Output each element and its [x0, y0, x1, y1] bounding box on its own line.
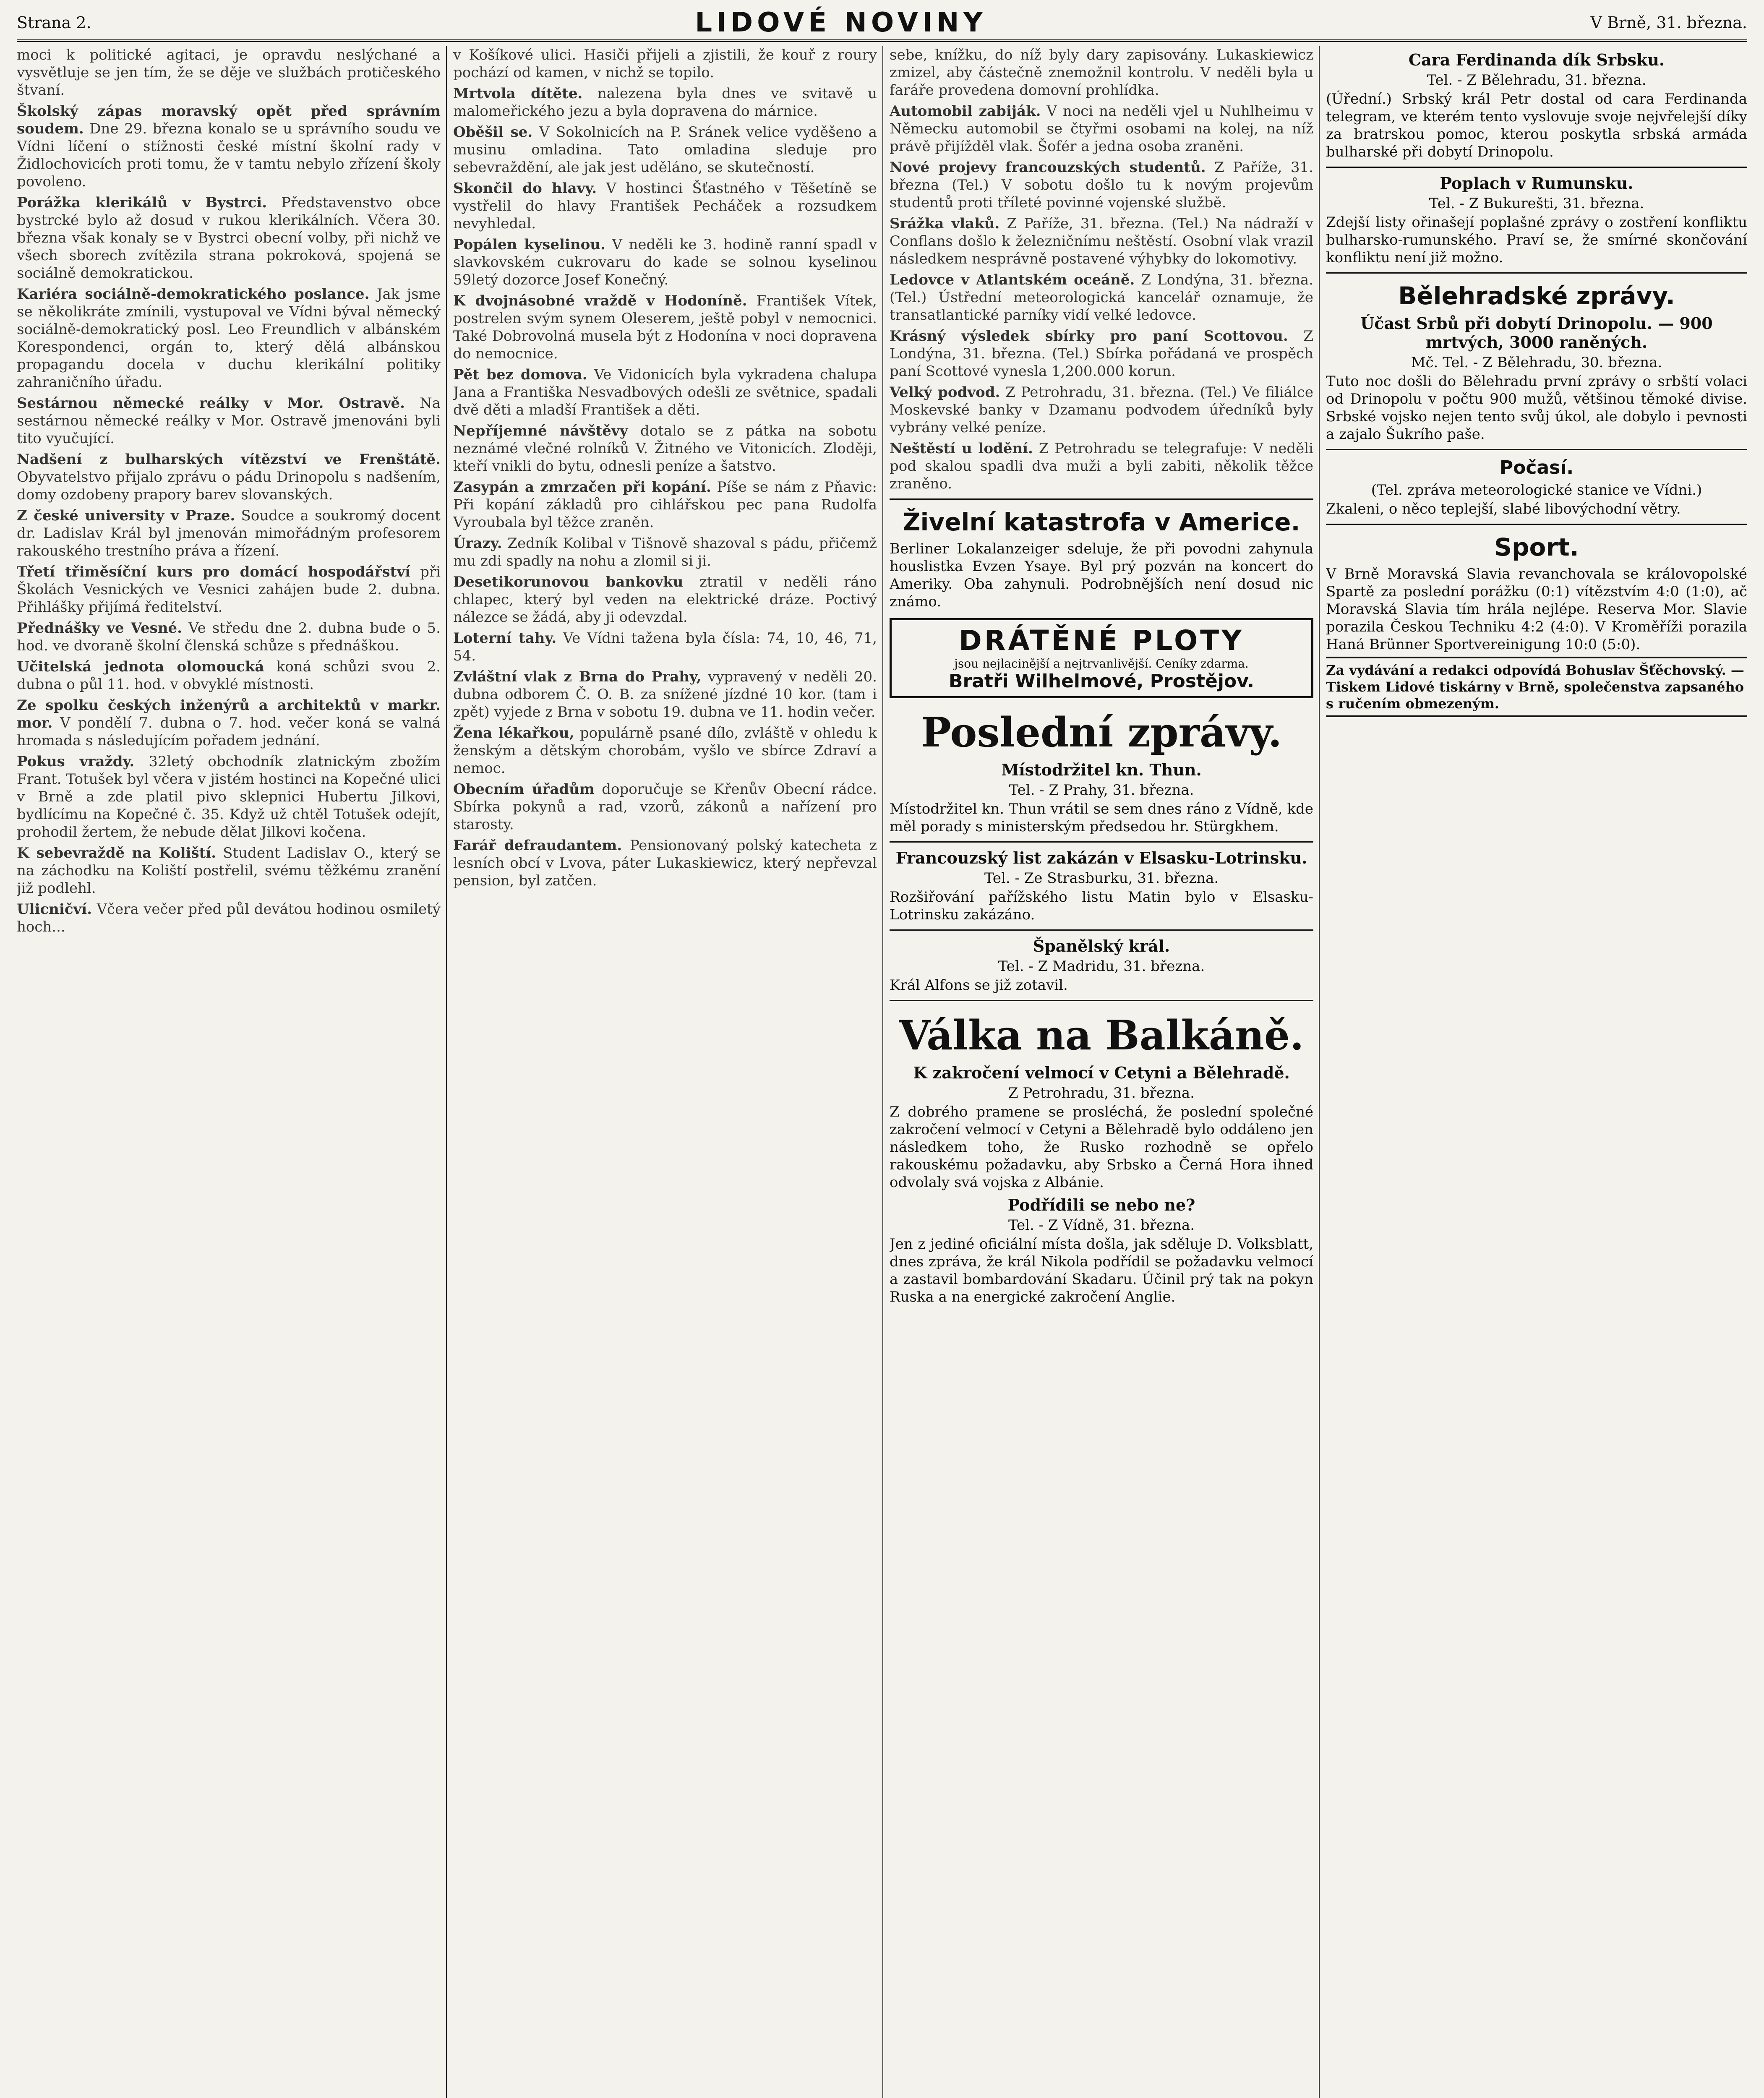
article-body: při Školách Vesnických ve Vesnici zahájen bude 2. dubna. Přihlášky přijímá ředitelství. — [17, 564, 441, 616]
ad-company: Bratři Wilhelmové, Prostějov. — [949, 671, 1254, 692]
balkan-subheadline: K zakročení velmocí v Cetyni a Bělehradě. — [913, 1063, 1290, 1082]
divider — [1326, 272, 1747, 274]
article-body: Ve Vidonicích byla vykradena chalupa Jana a Františka Nesvadbových odešli ze světnice, spadali dvě děti a mladší František a děti. — [453, 366, 877, 418]
article-paragraph — [453, 629, 877, 665]
article-paragraph — [17, 900, 441, 936]
latest-item-text: Místodržitel kn. Thun vrátil se sem dnes ráno z Vídně, kde měl porady s ministerským předsedou hr. Stürgkhem. — [890, 801, 1313, 835]
article-paragraph — [453, 236, 877, 289]
article-lead: Obecním úřadům — [453, 781, 595, 798]
article-lead: Kariéra sociálně-demokratického poslance. — [17, 286, 370, 303]
article-body: V pondělí 7. dubna o 7. hod. večer koná se valná hromada s následujícím pořadem jednání. — [17, 715, 441, 749]
column-1 — [17, 46, 441, 2098]
article-lead: Ze spolku českých inženýrů a architektů v markr. mor. — [17, 697, 441, 731]
article-paragraph — [17, 102, 441, 190]
divider — [890, 929, 1313, 931]
column-3 — [890, 46, 1313, 2098]
article-lead: Loterní tahy. — [453, 630, 557, 647]
column-rule — [446, 46, 447, 2098]
article-lead: Přednášky ve Vesné. — [17, 620, 183, 637]
article-lead: Velký podvod. — [890, 384, 1000, 401]
article-paragraph — [17, 753, 441, 841]
article-paragraph — [890, 159, 1313, 211]
article-paragraph — [453, 292, 877, 363]
article-lead: Pět bez domova. — [453, 366, 587, 383]
article-body: Píše se nám z Pňavic: Při kopání základů pro cihlářskou pec pana Rudolfa Vyroubala byl těžce zraněn. — [453, 479, 877, 531]
article-lead: Úrazy. — [453, 535, 502, 552]
dateline: V Brně, 31. března. — [1590, 13, 1747, 32]
article-paragraph — [890, 46, 1313, 99]
latest-item-title: Francouzský list zakázán v Elsasku-Lotrinsku. — [895, 848, 1307, 867]
article-body: koná schůzi svou 2. dubna o půl 11. hod. v obvyklé místnosti. — [17, 658, 441, 693]
article-paragraph — [890, 215, 1313, 268]
article-paragraph — [17, 619, 441, 655]
article-body: Z Londýna, 31. března. (Tel.) Sbírka pořádaná ve prospěch paní Scottové vynesla 1,200.000 korun. — [890, 328, 1313, 380]
article-tel: Tel. - Z Bělehradu, 31. března. — [1427, 72, 1647, 89]
article-lead: Skončil do hlavy. — [453, 180, 597, 197]
article-tel: Tel. - Z Bukurešti, 31. března. — [1429, 195, 1644, 212]
article-text: (Úřední.) Srbský král Petr dostal od cara Ferdinanda telegram, ve kterém tento vyslovuje svoje nejvřelejší díky za bratrskou pomoc, kterou poskytla srbská armáda bulharské při dobytí Drinopolu. — [1326, 91, 1747, 160]
article-paragraph — [453, 366, 877, 419]
article-body: Ve středu dne 2. dubna bude o 5. hod. ve dvoraně školní členská schůze s přednáškou. — [17, 620, 441, 654]
belgrade-text: Tuto noc došli do Bělehradu první zprávy o srbští volaci od Drinopolu v počtu 900 mužů, většinou těmoké divise. Srbské vojsko nejen tento svůj úkol, ale dobylo i pevnosti a zajalo Šukrího paše. — [1326, 373, 1747, 443]
divider — [1326, 524, 1747, 525]
article-title: Cara Ferdinanda dík Srbsku. — [1408, 50, 1665, 69]
page-number: Strana 2. — [17, 13, 91, 32]
article-lead: Nadšení z bulharských vítězství ve Frenštátě. — [17, 451, 441, 468]
article-body: moci k politické agitaci, je opravdu neslýchané a vysvětluje se jen tím, že se děje ve službách protičeského štvaní. — [17, 47, 441, 99]
article-paragraph — [453, 422, 877, 475]
ad-title: DRÁTĚNÉ PLOTY — [959, 624, 1244, 657]
article-paragraph — [453, 668, 877, 721]
article-lead: Oběšil se. — [453, 124, 533, 141]
balkan-tel-2: Tel. - Z Vídně, 31. března. — [1008, 1217, 1195, 1234]
article-body: Obyvatelstvo přijalo zprávu o pádu Drinopolu s nadšením, domy ozdobeny prapory barev slovanských. — [17, 469, 441, 503]
article-body: Jak jsme se několikráte zmínili, vystupoval ve Vídni býval německý sociálně-demokratický posl. Leo Freundlich v albánském Korespondenci, orgán to, který dělá albánskou propagandu docela v duchu klerikální politiky zahraničního úřadu. — [17, 286, 441, 391]
balkan-text: Z dobrého pramene se prosléchá, že poslední společné zakročení velmocí v Cetyni a Bělehradě bylo oddáleno jen následkem toho, že Rusko rozhodně se opřelo rakouskému požadavku, aby Srbsko a Černá Hora ihned odvolaly svá vojska z Albánie. — [890, 1104, 1313, 1191]
divider — [890, 841, 1313, 843]
article-body: Z Petrohradu se telegrafuje: V neděli pod skalou spadli dva muži a byli zabiti, několik těžce zraněno. — [890, 440, 1313, 492]
page-header — [17, 6, 1747, 42]
article-body: Ve Vídni tažena byla čísla: 74, 10, 46, 71, 54. — [453, 630, 877, 664]
article-paragraph — [17, 507, 441, 560]
balkan-headline: Válka na Balkáně. — [899, 1012, 1304, 1059]
article-paragraph — [890, 440, 1313, 493]
article-paragraph — [17, 46, 441, 99]
article-paragraph — [890, 384, 1313, 436]
column-4 — [1326, 46, 1747, 2098]
article-lead: Ledovce v Atlantském oceáně. — [890, 271, 1135, 288]
article-lead: Třetí třiměsíční kurs pro domácí hospodářství — [17, 564, 411, 580]
article-body: Z Paříže, 31. března. (Tel.) Na nádraží v Conflans došlo k železničnímu neštěstí. Osobní vlak vrazil následkem nesprávně postavené výhybky do lokomotivy. — [890, 215, 1313, 267]
latest-item-title: Španělský král. — [1033, 937, 1170, 955]
article-lead: Neštěstí u lodění. — [890, 440, 1033, 457]
latest-item-tel: Tel. - Z Madridu, 31. března. — [998, 958, 1205, 975]
divider — [890, 498, 1313, 500]
article-body: vypravený v neděli 20. dubna odborem Č. O. B. za snížené jízdné 10 kor. (tam i zpět) vyjede z Brna v sobotu 19. dubna ve 11. hodin večer. — [453, 668, 877, 720]
article-lead: Farář defraudantem. — [453, 837, 622, 854]
weather-subheadline: (Tel. zpráva meteorologické stanice ve Vídni.) — [1371, 482, 1702, 498]
article-body: nalezena byla dnes ve svitavě u malomeřického jezu a byla dopravena do márnice. — [453, 85, 877, 120]
article-body: Student Ladislav O., který se na záchodku na Koliští postřelil, svému těžkému zranění již podlehl. — [17, 845, 441, 897]
latest-item-text: Král Alfons se již zotavil. — [890, 977, 1068, 994]
article-lead: Školský zápas moravský opět před správním soudem. — [17, 103, 441, 137]
column-rule — [882, 46, 883, 2098]
weather-text: Zkaleni, o něco teplejší, slabé libovýchodní větry. — [1326, 501, 1681, 517]
article-body: Pensionovaný polský katecheta z lesních obcí v Lvova, páter Lukaskiewicz, který nepřevzal pension, byl zatčen. — [453, 837, 877, 889]
column-3-articles — [890, 46, 1313, 493]
disaster-headline: Živelní katastrofa v Americe. — [903, 508, 1300, 536]
column-2 — [453, 46, 877, 2098]
balkan-subheadline-2: Podřídili se nebo ne? — [1007, 1195, 1195, 1214]
balkan-tel: Z Petrohradu, 31. března. — [1008, 1085, 1195, 1101]
latest-item-tel: Tel. - Ze Strasburku, 31. března. — [984, 870, 1219, 887]
article-paragraph — [453, 837, 877, 890]
article-body: sebe, knížku, do níž byly dary zapisovány. Lukaskiewicz zmizel, aby částečně znemožnil kontrolu. V neděli byla u faráře provedena domovní prohlídka. — [890, 47, 1313, 99]
divider — [1326, 449, 1747, 450]
weather-headline: Počasí. — [1499, 457, 1574, 478]
article-lead: Krásný výsledek sbírky pro paní Scottovou. — [890, 328, 1288, 344]
article-paragraph — [17, 697, 441, 749]
article-paragraph — [17, 658, 441, 693]
article-body: Z Londýna, 31. března. (Tel.) Ústřední meteorologická kancelář oznamuje, že transatlantické parníky vidí velké ledovce. — [890, 271, 1313, 324]
article-paragraph — [453, 46, 877, 81]
article-lead: Popálen kyselinou. — [453, 236, 605, 253]
article-lead: Sestárnou německé reálky v Mor. Ostravě. — [17, 395, 405, 412]
article-body: V neděli ke 3. hodině ranní spadl v slavkovském cukrovaru do kade se solnou kyselinou 59letý dozorce Josef Konečný. — [453, 236, 877, 288]
article-paragraph — [453, 780, 877, 833]
article-body: Zedník Kolibal v Tišnově shazoval s pádu, přičemž mu zdi spadly na nohu a zlomil si ji. — [453, 535, 877, 569]
article-lead: Z české university v Praze. — [17, 507, 235, 524]
latest-item-tel: Tel. - Z Prahy, 31. března. — [1009, 782, 1194, 798]
article-body: 32letý obchodník zlatnickým zbožím Frant. Totušek byl včera v jistém hostinci na Kopečné ulici v Brně a zde platil pivo sklepnici Hubertu Jilkovi, bydlícímu na Kopečné č. 35. Když už chtěl Totušek odejít, prohodil žertem, že nebude dělat Jilkovi kočena. — [17, 753, 441, 840]
article-paragraph — [453, 573, 877, 626]
disaster-text: Berliner Lokalanzeiger sdeluje, že při povodni zahynula houslistka Evzen Ysaye. Byl prý pozván na koncert do Ameriky. Oba zahynuli. Podrobnějších není dosud nic známo. — [890, 540, 1313, 610]
article-body: Na sestárnou německé reálky v Mor. Ostravě jmenováni byli tito vyučující. — [17, 395, 441, 447]
article-lead: Porážka klerikálů v Bystrci. — [17, 194, 267, 211]
article-lead: Nové projevy francouzských studentů. — [890, 159, 1206, 176]
article-title: Poplach v Rumunsku. — [1440, 174, 1634, 193]
column-rule — [1319, 46, 1320, 2098]
article-paragraph — [17, 563, 441, 616]
article-lead: Mrtvola dítěte. — [453, 85, 583, 102]
imprint: Za vydávání a redakci odpovídá Bohuslav Šťěchovský. — Tiskem Lidové tiskárny v Brně, společenstva zapsaného s ručením obmezeným. — [1326, 657, 1747, 717]
article-lead: Nepříjemné návštěvy — [453, 423, 628, 439]
article-body: v Košíkové ulici. Hasiči přijeli a zjistili, že kouř z roury pochází od kamen, v nichž se topilo. — [453, 47, 877, 81]
article-lead: Pokus vraždy. — [17, 753, 135, 770]
article-paragraph — [453, 85, 877, 120]
article-body: Z Petrohradu, 31. března. (Tel.) Ve filiálce Moskevské banky v Dzamanu podvodem úředníků byly vybrány velké peníze. — [890, 384, 1313, 436]
article-lead: Ulicničví. — [17, 901, 92, 918]
article-paragraph — [890, 271, 1313, 324]
article-lead: Žena lékařkou, — [453, 725, 574, 741]
article-body: dotalo se z pátka na sobotu neznámé vlečné rolníků V. Žitného ve Vitonicích. Zloději, kteří vnikli do bytu, odnesli peníze a šatstvo. — [453, 423, 877, 475]
article-body: František Vítek, postrelen svým synem Oleserem, ještě pobyl v nemocnici. Také Dobrovolná musela být z Hodonína v noci dopravena do nemocnice. — [453, 292, 877, 362]
article-paragraph — [17, 194, 441, 282]
belgrade-headline: Bělehradské zprávy. — [1398, 282, 1675, 310]
article-paragraph — [453, 478, 877, 531]
article-body: Soudce a soukromý docent dr. Ladislav Král byl jmenován mimořádným profesorem rakouského trestního práva a řízení. — [17, 507, 441, 559]
article-paragraph — [17, 451, 441, 504]
sport-headline: Sport. — [1494, 533, 1579, 561]
belgrade-tel: Mč. Tel. - Z Bělehradu, 30. března. — [1411, 354, 1662, 371]
article-lead: K sebevraždě na Koliští. — [17, 845, 217, 861]
divider — [890, 1000, 1313, 1001]
article-body: V noci na neděli vjel u Nuhlheimu v Německu automobil se čtyřmi osobami na kolej, na níž právě přijížděl vlak. Šofér a jedna osoba zraněni. — [890, 103, 1313, 155]
latest-news-headline: Poslední zprávy. — [921, 709, 1282, 756]
article-body: Z Paříže, 31. března (Tel.) V sobotu došlo tu k novým projevům studentů proti tříleté povinné vojenské službě. — [890, 159, 1313, 211]
article-lead: Zasypán a zmrzačen při kopání. — [453, 479, 711, 496]
article-paragraph — [453, 123, 877, 176]
article-paragraph — [453, 535, 877, 570]
article-paragraph — [890, 327, 1313, 380]
article-body: ztratil v neděli ráno chlapec, který byl veden na elektrické dráze. Poctivý nálezce se žádá, aby ji odevzdal. — [453, 574, 877, 626]
belgrade-subheadline: Účast Srbů při dobytí Drinopolu. — 900 mrtvých, 3000 raněných. — [1360, 314, 1713, 352]
article-body: Představenstvo obce bystrcké bylo až dosud v rukou klerikálních. Včera 30. března však konaly se v Bystrci obecní volby, při nichž ve všech sborech zvítězila strana pokroková, spojená se sociálně demokratickou. — [17, 194, 441, 282]
latest-item-text: Rozšiřování pařížského listu Matin bylo v Elsasku-Lotrinsku zakázáno. — [890, 889, 1313, 923]
article-lead: Učitelská jednota olomoucká — [17, 658, 264, 675]
article-lead: Automobil zabiják. — [890, 103, 1041, 120]
article-paragraph — [453, 724, 877, 777]
article-text: Zdejší listy ořinašejí poplašné zprávy o zostření konfliktu bulharsko-rumunského. Praví se, že smírné skončování konfliktu není již možno. — [1326, 214, 1747, 266]
article-body: V hostinci Šťastného v Těšetíně se vystřelil do hlavy František Pecháček a rozsudkem nevyhledal. — [453, 180, 877, 232]
article-body: Dne 29. března konalo se u správního soudu ve Vídni líčení o stížnosti české místní školní rady v Židlochovicích proti tomu, že v tamtu nebylo zřízení školy povoleno. — [17, 120, 441, 190]
article-lead: K dvojnásobné vraždě v Hodoníně. — [453, 292, 747, 309]
masthead: LIDOVÉ NOVINY — [695, 7, 987, 38]
article-body: populárně psané dílo, zvláště v ohledu k ženským a dětským chorobám, vyšlo ve sbírce Zdraví a nemoc. — [453, 725, 877, 777]
article-paragraph — [890, 102, 1313, 155]
advertisement — [890, 618, 1313, 698]
article-paragraph — [453, 180, 877, 232]
article-lead: Desetikorunovou bankovku — [453, 574, 684, 590]
latest-item-title: Místodržitel kn. Thun. — [1001, 760, 1202, 779]
article-body: doporučuje se Křenův Obecní rádce. Sbírka pokynů a rad, vzorů, zákonů a nařízení pro starosty. — [453, 781, 877, 833]
article-lead: Zvláštní vlak z Brna do Prahy, — [453, 668, 702, 685]
article-lead: Srážka vlaků. — [890, 215, 1000, 232]
article-paragraph — [17, 394, 441, 447]
article-paragraph — [17, 844, 441, 897]
article-body: Včera večer před půl devátou hodinou osmiletý hoch... — [17, 901, 441, 935]
divider — [1326, 167, 1747, 168]
balkan-text-2: Jen z jediné oficiální místa došla, jak sděluje D. Volksblatt, dnes zpráva, že král Nikola podřídil se požadavku velmocí a zastavil bombardování Skadaru. Účinil prý tak na pokyn Ruska a na energické zakročení Anglie. — [890, 1236, 1313, 1305]
sport-text: V Brně Moravská Slavia revanchovala se královopolské Spartě za poslední porážku (0:1) vítězstvím 4:0 (1:0), ač Moravská Slavia tím hrála nejlépe. Reserva Mor. Slavie porazila Českou Techniku 4:2 (4:0). V Kroměříži porazila Haná Brünner Sportvereinigung 10:0 (5:0). — [1326, 566, 1747, 653]
article-paragraph — [17, 285, 441, 391]
article-body: V Sokolnicích na P. Sránek velice vyděšeno a musinu omladina. Tato omladina sleduje pro sebevraždění, ale jak jest uděláno, se skutečností. — [453, 124, 877, 176]
ad-subtitle: jsou nejlacinější a nejtrvanlivější. Ceníky zdarma. — [954, 657, 1249, 671]
